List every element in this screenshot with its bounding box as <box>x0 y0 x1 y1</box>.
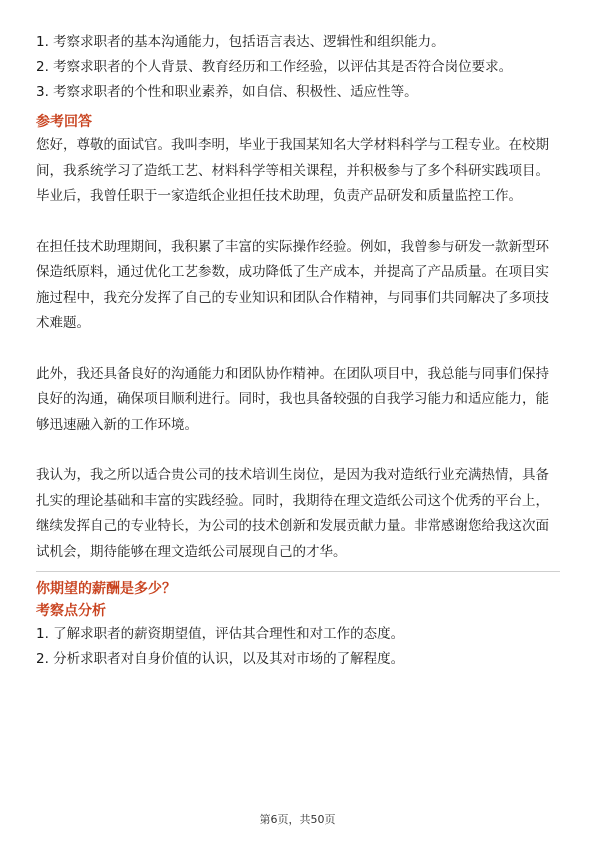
list-item: 2. 分析求职者对自身价值的认识，以及其对市场的了解程度。 <box>36 651 405 667</box>
answer-paragraph: 您好，尊敬的面试官。我叫李明，毕业于我国某知名大学材料科学与工程专业。在校期间，我系统学习了造纸工艺、材料科学等相关课程，并积极参与了多个科研实践项目。毕业后，我曾任职于一家造纸企业担任技术助理，负责产品研发和质量监控工作。 <box>36 137 549 204</box>
answer-paragraph: 我认为，我之所以适合贵公司的技术培训生岗位，是因为我对造纸行业充满热情，具备扎实的理论基础和丰富的实践经验。同时，我期待在理文造纸公司这个优秀的平台上，继续发挥自己的专业特长，为公司的技术创新和发展贡献力量。非常感谢您给我这次面试机会，期待能够在理文造纸公司展现自己的才华。 <box>36 467 549 560</box>
answer-paragraph: 在担任技术助理期间，我积累了丰富的实际操作经验。例如，我曾参与研发一款新型环保造纸原料，通过优化工艺参数，成功降低了生产成本，并提高了产品质量。在项目实施过程中，我充分发挥了自己的专业知识和团队合作精神，与同事们共同解决了多项技术难题。 <box>36 238 549 331</box>
list-item: 1. 了解求职者的薪资期望值，评估其合理性和对工作的态度。 <box>36 626 405 642</box>
page-footer: 第6页，共50页 <box>259 813 336 826</box>
list-item: 3. 考察求职者的个性和职业素养，如自信、积极性、适应性等。 <box>36 84 418 100</box>
answer-heading: 参考回答 <box>36 114 92 130</box>
section-divider <box>36 571 560 572</box>
answer-paragraph: 此外，我还具备良好的沟通能力和团队协作精神。在团队项目中，我总能与同事们保持良好的沟通，确保项目顺利进行。同时，我也具备较强的自我学习能力和适应能力，能够迅速融入新的工作环境。 <box>36 365 549 433</box>
list-item: 2. 考察求职者的个人背景、教育经历和工作经验，以评估其是否符合岗位要求。 <box>36 59 513 75</box>
analysis-list <box>36 622 560 672</box>
intent-list <box>36 30 560 105</box>
question-title: 你期望的薪酬是多少？ <box>36 581 176 597</box>
analysis-heading: 考察点分析 <box>36 603 106 619</box>
page-content <box>36 30 560 672</box>
list-item: 1. 考察求职者的基本沟通能力，包括语言表达、逻辑性和组织能力。 <box>36 34 445 50</box>
